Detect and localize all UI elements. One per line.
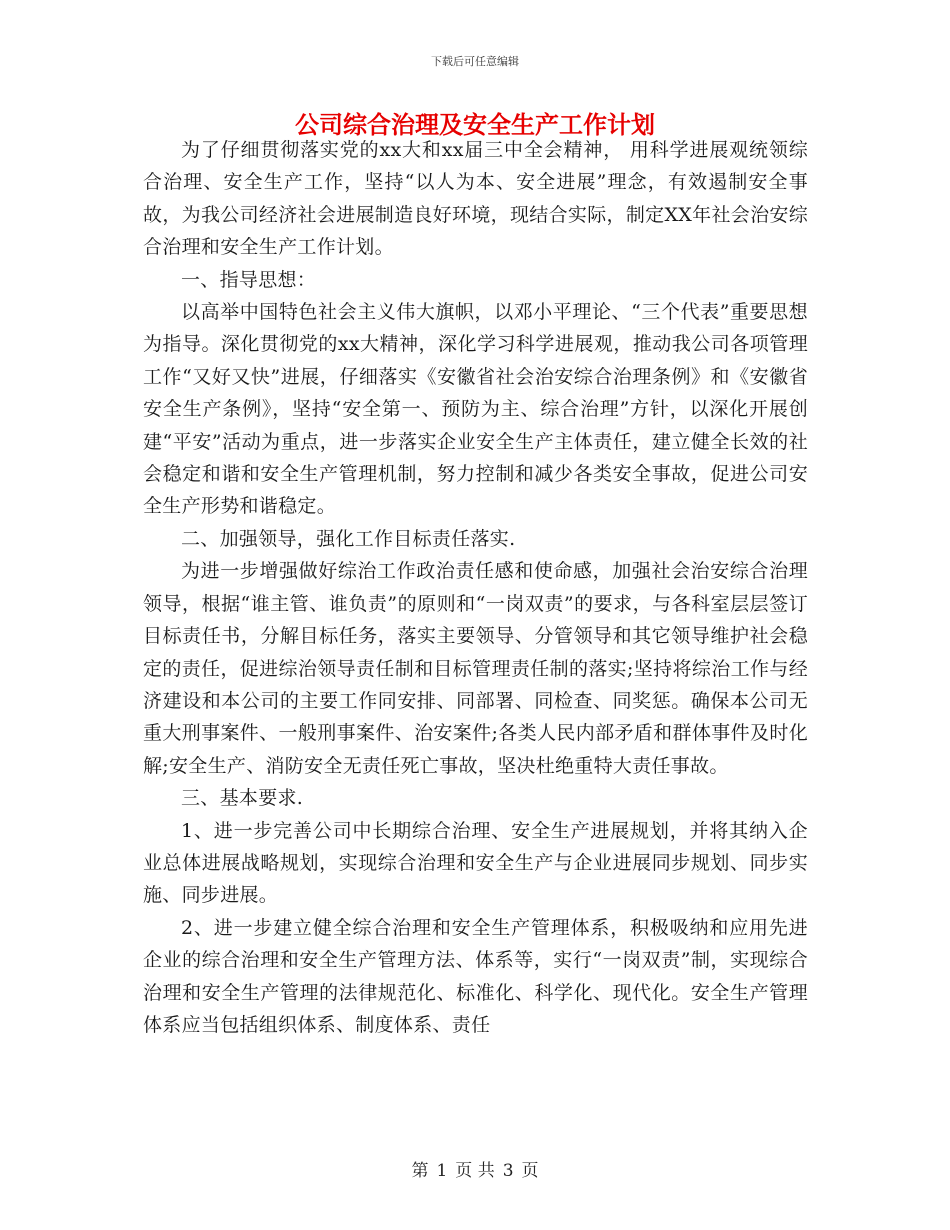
- section-heading-basic-requirements: 三、基本要求.: [181, 787, 304, 810]
- page-footer: [0, 1156, 950, 1181]
- paragraph-requirement-2: 2、进一步建立健全综合治理和安全生产管理体系，积极吸纳和应用先进企业的综合治理和安全生产管理方法、体系等，实行“一岗双责”制，实现综合治理和安全生产管理的法律规范化、标准化、科学化、现代化。安全生产管理体系应当包括组织体系、制度体系、责任: [143, 916, 808, 1036]
- paragraph-requirement-1: 1、进一步完善公司中长期综合治理、安全生产进展规划，并将其纳入企业总体进展战略规划，实现综合治理和安全生产与企业进展同步规划、同步实施、同步进展。: [143, 819, 808, 907]
- footer-prefix: 第: [411, 1161, 429, 1181]
- paragraph-leadership: 为进一步增强做好综治工作政治责任感和使命感，加强社会治安综合治理领导，根据“谁主管、谁负责”的原则和“一岗双责”的要求，与各科室层层签订目标责任书，分解目标任务，落实主要领导、分管领导和其它领导维护社会稳定的责任，促进综治领导责任制和目标管理责任制的落实;坚持将综治工作与经济建设和本公司的主要工作同安排、同部署、同检查、同奖惩。确保本公司无重大刑事案件、一般刑事案件、治安案件;各类人民内部矛盾和群体事件及时化解;安全生产、消防安全无责任死亡事故，坚决杜绝重特大责任事故。: [143, 560, 808, 777]
- footer-middle: 页 共: [455, 1161, 495, 1181]
- footer-total-pages: 3: [502, 1161, 514, 1181]
- paragraph-guiding-ideology: 以高举中国特色社会主义伟大旗帜，以邓小平理论、“三个代表”重要思想为指导。深化贯彻党的xx大精神，深化学习科学进展观，推动我公司各项管理工作“又好又快”进展，仔细落实《安徽省社会治安综合治理条例》和《安徽省安全生产条例》，坚持“安全第一、预防为主、综合治理”方针，以深化开展创建“平安”活动为重点，进一步落实企业安全生产主体责任，建立健全长效的社会稳定和谐和安全生产管理机制，努力控制和减少各类安全事故，促进公司安全生产形势和谐稳定。: [143, 301, 808, 518]
- footer-suffix: 页: [521, 1161, 539, 1181]
- page-header-note: 下载后可任意编辑: [431, 55, 519, 68]
- section-heading-leadership: 二、加强领导，强化工作目标责任落实.: [181, 527, 516, 550]
- paragraph-intro: 为了仔细贯彻落实党的xx大和xx届三中全会精神， 用科学进展观统领综合治理、安全生产工作，坚持“以人为本、安全进展”理念，有效遏制安全事故，为我公司经济社会进展制造良好环境，现结合实际，制定XX年社会治安综合治理和安全生产工作计划。: [143, 139, 808, 259]
- footer-page-number: 1: [436, 1161, 448, 1181]
- section-heading-guiding-ideology: 一、指导思想：: [181, 268, 317, 291]
- document-body: [143, 134, 808, 1041]
- document-title: 公司综合治理及安全生产工作计划: [295, 110, 655, 139]
